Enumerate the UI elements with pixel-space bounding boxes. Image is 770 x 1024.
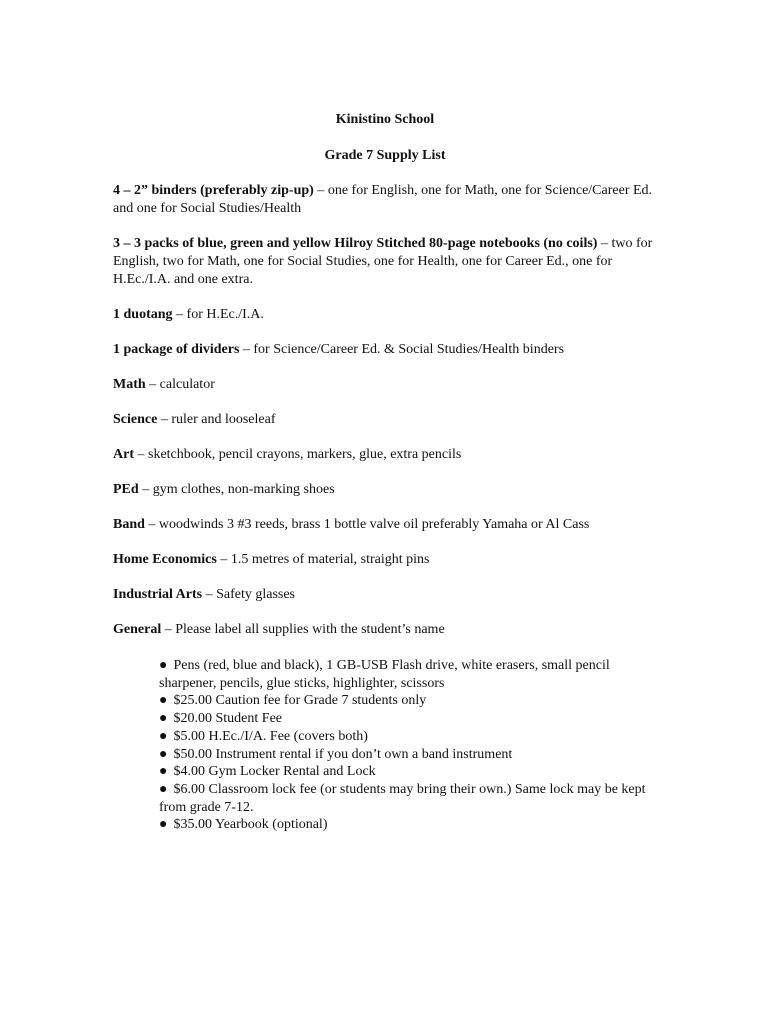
item-text: for Science/Career Ed. & Social Studies/Health binders [253, 342, 565, 357]
item-text: Please label all supplies with the student’s name [175, 622, 445, 637]
item-separator: – [172, 307, 187, 322]
item-text: one for English, one for Math, one for Science/Career Ed. and one for Social Studies/Health [113, 183, 653, 216]
item-separator: – [216, 552, 231, 567]
bullet-text: $4.00 Gym Locker Rental and Lock [173, 764, 376, 780]
list-item [159, 728, 658, 746]
bullet-icon: ● [159, 746, 168, 762]
item-separator: – [239, 342, 254, 357]
item-separator: – [138, 482, 153, 497]
list-item [159, 781, 658, 816]
item-separator: – [157, 412, 172, 427]
bullet-text: $25.00 Caution fee for Grade 7 students only [173, 693, 427, 709]
bullet-icon: ● [159, 764, 168, 780]
item-home-economics [113, 551, 658, 569]
bullet-text: $5.00 H.Ec./I/A. Fee (covers both) [173, 728, 368, 744]
bullet-text: $50.00 Instrument rental if you don’t own a band instrument [173, 746, 513, 762]
bullet-icon: ● [159, 711, 168, 727]
item-text: woodwinds 3 #3 reeds, brass 1 bottle valve oil preferably Yamaha or Al Cass [158, 517, 590, 532]
bullet-text: $35.00 Yearbook (optional) [173, 817, 328, 833]
item-math [113, 376, 658, 394]
item-text: sketchbook, pencil crayons, markers, glue, extra pencils [148, 447, 462, 462]
general-bullet-list [113, 657, 658, 834]
item-dividers [113, 341, 658, 359]
item-duotang [113, 306, 658, 324]
item-label: PEd [113, 482, 139, 497]
bullet-text: Pens (red, blue and black), 1 GB-USB Flash drive, white erasers, small pencil sharpener, pencils, glue sticks, highlighter, scissors [159, 658, 610, 691]
item-band [113, 516, 658, 534]
item-general [113, 621, 658, 639]
school-title: Kinistino School [335, 112, 435, 127]
item-text: calculator [159, 377, 215, 392]
item-label: Science [113, 412, 158, 427]
item-ped [113, 481, 658, 499]
list-item [159, 692, 658, 710]
item-separator: – [144, 517, 159, 532]
bullet-icon: ● [159, 658, 168, 673]
bullet-text: $20.00 Student Fee [173, 711, 282, 727]
item-science [113, 411, 658, 429]
item-separator: – [161, 622, 176, 637]
bullet-text: $6.00 Classroom lock fee (or students may bring their own.) Same lock may be kept from grade 7-12. [159, 781, 646, 815]
list-item [159, 746, 658, 764]
item-label: 1 package of dividers [113, 342, 240, 357]
bullet-icon: ● [159, 728, 168, 744]
list-item [159, 657, 658, 692]
item-industrial-arts [113, 586, 658, 604]
item-separator: – [134, 447, 148, 462]
item-separator: – [145, 377, 160, 392]
item-label: Math [113, 377, 146, 392]
item-label: Industrial Arts [113, 587, 203, 602]
item-text: for H.Ec./I.A. [186, 307, 264, 322]
bullet-icon: ● [159, 817, 168, 833]
item-text: ruler and looseleaf [171, 412, 276, 427]
supply-list-body [113, 182, 658, 834]
item-text: Safety glasses [216, 587, 296, 602]
item-label: General [113, 622, 162, 637]
item-separator: – [202, 587, 217, 602]
item-label: Home Economics [113, 552, 217, 567]
item-text: 1.5 metres of material, straight pins [230, 552, 430, 567]
list-item [159, 816, 658, 834]
item-label: Art [113, 447, 134, 462]
item-label: 3 – 3 packs of blue, green and yellow Hilroy Stitched 80-page notebooks (no coils) [113, 236, 598, 251]
item-text: two for English, two for Math, one for Social Studies, one for Health, one for Career Ed., one for H.Ec./I.A. and one extra. [113, 236, 653, 287]
bullet-icon: ● [159, 693, 168, 709]
item-binders [113, 182, 658, 218]
item-text: gym clothes, non-marking shoes [152, 482, 335, 497]
item-label: Band [113, 517, 145, 532]
supply-list-title: Grade 7 Supply List [324, 148, 446, 163]
item-label: 4 – 2” binders (preferably zip-up) [113, 183, 314, 198]
item-separator: – [313, 183, 328, 198]
list-item [159, 710, 658, 728]
list-item [159, 763, 658, 781]
bullet-icon: ● [159, 781, 168, 797]
item-label: 1 duotang [113, 307, 173, 322]
item-notebooks [113, 235, 658, 289]
item-separator: – [597, 236, 612, 251]
item-art [113, 446, 658, 464]
